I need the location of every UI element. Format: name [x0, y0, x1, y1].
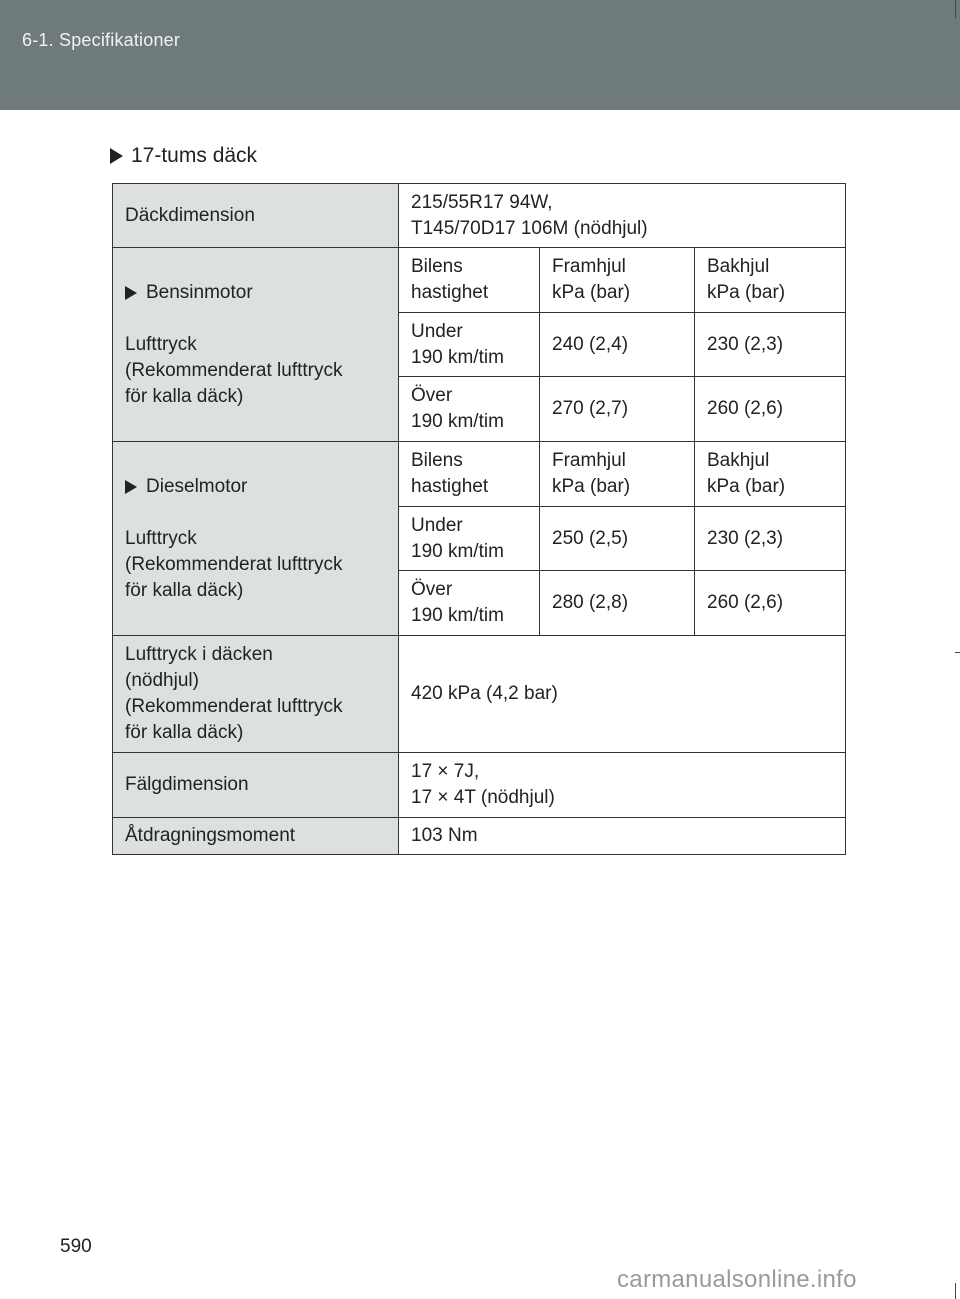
crop-mark — [955, 0, 956, 18]
tire-size-value: 215/55R17 94W, T145/70D17 106M (nödhjul) — [399, 184, 846, 248]
front-pressure-cell: 280 (2,8) — [540, 571, 695, 636]
torque-label: Åtdragningsmoment — [113, 818, 399, 855]
table-row — [113, 753, 846, 818]
rear-pressure-cell: 230 (2,3) — [695, 313, 846, 377]
speed-cell: Under 190 km/tim — [399, 313, 540, 377]
rear-pressure-cell: 230 (2,3) — [695, 507, 846, 571]
petrol-label-cell — [113, 248, 399, 442]
speed-cell: Under 190 km/tim — [399, 507, 540, 571]
spare-pressure-label: Lufttryck i däcken (nödhjul) (Rekommenderat lufttryck för kalla däck) — [113, 636, 399, 753]
section-heading — [110, 144, 257, 168]
petrol-pressure-label: Lufttryck (Rekommenderat lufttryck för kalla däck) — [125, 333, 343, 407]
tire-spec-table — [112, 183, 846, 855]
front-header: Framhjul kPa (bar) — [540, 442, 695, 507]
crop-mark — [955, 1283, 956, 1299]
header-bar — [0, 0, 960, 110]
spare-pressure-value: 420 kPa (4,2 bar) — [399, 636, 846, 753]
section-heading-text: 17-tums däck — [131, 144, 258, 167]
diesel-pressure-label: Lufttryck (Rekommenderat lufttryck för kalla däck) — [125, 527, 343, 601]
front-pressure-cell: 240 (2,4) — [540, 313, 695, 377]
table-row — [113, 442, 846, 507]
speed-header: Bilens hastighet — [399, 442, 540, 507]
table-row — [113, 248, 846, 313]
table-row — [113, 636, 846, 753]
diesel-engine-label: Dieselmotor — [146, 475, 248, 497]
rear-header: Bakhjul kPa (bar) — [695, 442, 846, 507]
triangle-bullet-icon — [110, 148, 123, 164]
table-row — [113, 818, 846, 855]
watermark: carmanualsonline.info — [617, 1266, 857, 1293]
speed-cell: Över 190 km/tim — [399, 377, 540, 442]
triangle-bullet-icon — [125, 480, 137, 494]
rear-header: Bakhjul kPa (bar) — [695, 248, 846, 313]
speed-cell: Över 190 km/tim — [399, 571, 540, 636]
section-title: 6-1. Specifikationer — [22, 30, 181, 50]
diesel-label-cell — [113, 442, 399, 636]
triangle-bullet-icon — [125, 286, 137, 300]
torque-value: 103 Nm — [399, 818, 846, 855]
front-pressure-cell: 270 (2,7) — [540, 377, 695, 442]
tire-size-label: Däckdimension — [113, 184, 399, 248]
front-pressure-cell: 250 (2,5) — [540, 507, 695, 571]
petrol-engine-label: Bensinmotor — [146, 281, 253, 303]
crop-mark — [955, 652, 960, 653]
speed-header: Bilens hastighet — [399, 248, 540, 313]
table-row — [113, 184, 846, 248]
rim-size-value: 17 × 7J, 17 × 4T (nödhjul) — [399, 753, 846, 818]
front-header: Framhjul kPa (bar) — [540, 248, 695, 313]
rear-pressure-cell: 260 (2,6) — [695, 377, 846, 442]
rear-pressure-cell: 260 (2,6) — [695, 571, 846, 636]
rim-size-label: Fälgdimension — [113, 753, 399, 818]
page-number: 590 — [60, 1236, 92, 1257]
